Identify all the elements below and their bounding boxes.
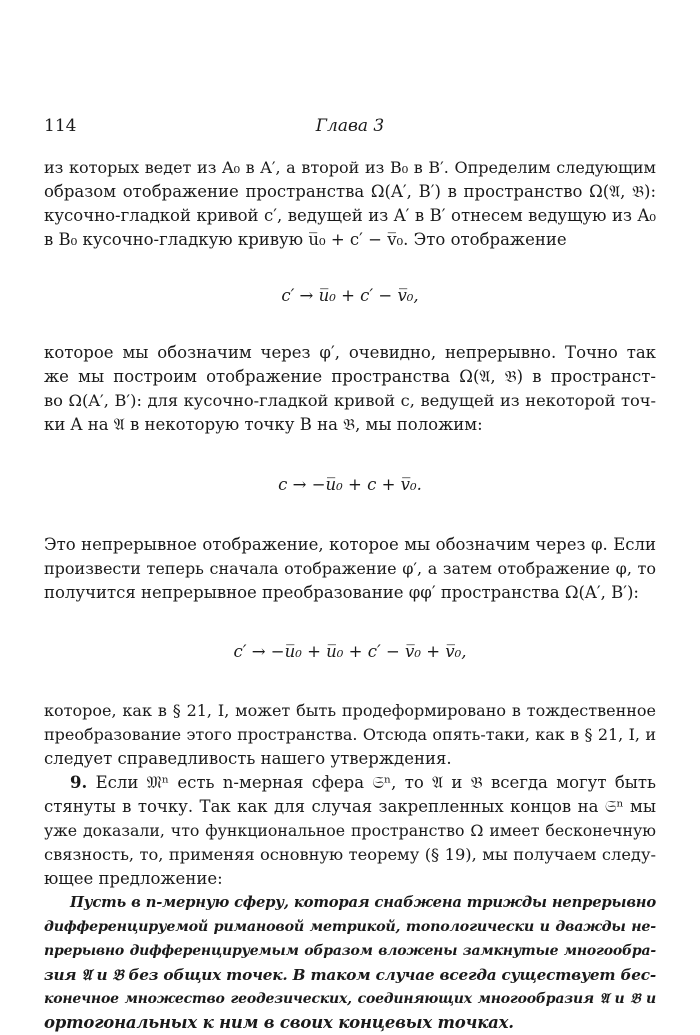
theorem-line: зия 𝔄 и 𝔅 без общих точек. В таком случае всегда существует бес- [44, 966, 656, 984]
text-line: получится непрерывное преобразование φφ′ пространства Ω(A′, B′): [44, 583, 639, 602]
section-text: Если 𝔐ⁿ есть n-мерная сфера 𝔖ⁿ, то 𝔄 и 𝔅 всегда могут быть [95, 773, 656, 792]
theorem-line: конечное множество геодезических, соединяющих многообразия 𝔄 и 𝔅 и [44, 991, 656, 1007]
theorem [44, 891, 656, 1035]
text-line: ки A на 𝔄 в некоторую точку B на 𝔅, мы положим: [44, 415, 483, 434]
text-line: Это непрерывное отображение, которое мы обозначим через φ. Если [44, 535, 656, 554]
theorem-line: ортогональных к ним в своих концевых точках. [44, 1013, 514, 1032]
text-line: преобразование этого пространства. Отсюда опять-таки, как в § 21, I, и [44, 725, 656, 744]
page-number: 114 [44, 116, 77, 136]
paragraph-4 [44, 699, 656, 771]
text-line: связность, то, применяя основную теорему (§ 19), мы получаем следу- [44, 845, 656, 864]
paragraph-1 [44, 156, 656, 252]
text-line: ющее предложение: [44, 869, 223, 888]
page-body [44, 156, 656, 1035]
theorem-line: Пусть в n-мерную сферу, которая снабжена трижды непрерывно [70, 894, 656, 911]
text-line: образом отображение пространства Ω(A′, B′) в пространство Ω(𝔄, 𝔅): [44, 182, 656, 201]
section-number: 9. [70, 773, 88, 792]
formula-1: c′ → u̅₀ + c′ − v̅₀, [281, 286, 419, 305]
text-line: кусочно-гладкой кривой c′, ведущей из A′ в B′ отнесем ведущую из A₀ [44, 206, 656, 225]
theorem-line: дифференцируемой римановой метрикой, топологически и дважды не- [44, 919, 656, 935]
section-9 [44, 771, 656, 891]
formula-2: c → −u̅₀ + c + v̅₀. [278, 475, 422, 494]
chapter-title: Глава 3 [315, 116, 385, 136]
text-line: которое, как в § 21, I, может быть продеформировано в тождественное [44, 701, 656, 720]
text-line: произвести теперь сначала отображение φ′, а затем отображение φ, то [44, 559, 656, 578]
text-line: же мы построим отображение пространства Ω(𝔄, 𝔅) в пространст- [44, 367, 656, 386]
text-line: которое мы обозначим через φ′, очевидно, непрерывно. Точно так [44, 343, 656, 362]
text-line: в B₀ кусочно-гладкую кривую u̅₀ + c′ − v̅₀. Это отображение [44, 230, 567, 249]
paragraph-3 [44, 533, 656, 605]
text-line: стянуты в точку. Так как для случая закрепленных концов на 𝔖ⁿ мы [44, 797, 656, 816]
text-line: уже доказали, что функциональное пространство Ω имеет бесконечную [44, 821, 656, 840]
formula-3: c′ → −u̅₀ + u̅₀ + c′ − v̅₀ + v̅₀, [233, 642, 467, 661]
text-line: из которых ведет из A₀ в A′, а второй из B₀ в B′. Определим следующим [44, 158, 656, 177]
theorem-line: прерывно дифференцируемым образом вложены замкнутые многообра- [44, 943, 656, 959]
paragraph-2 [44, 341, 656, 437]
text-line: следует справедливость нашего утверждения. [44, 749, 452, 768]
text-line: во Ω(A′, B′): для кусочно-гладкой кривой c, ведущей из некоторой точ- [44, 391, 656, 410]
text-line [44, 771, 656, 795]
running-head [44, 116, 656, 140]
